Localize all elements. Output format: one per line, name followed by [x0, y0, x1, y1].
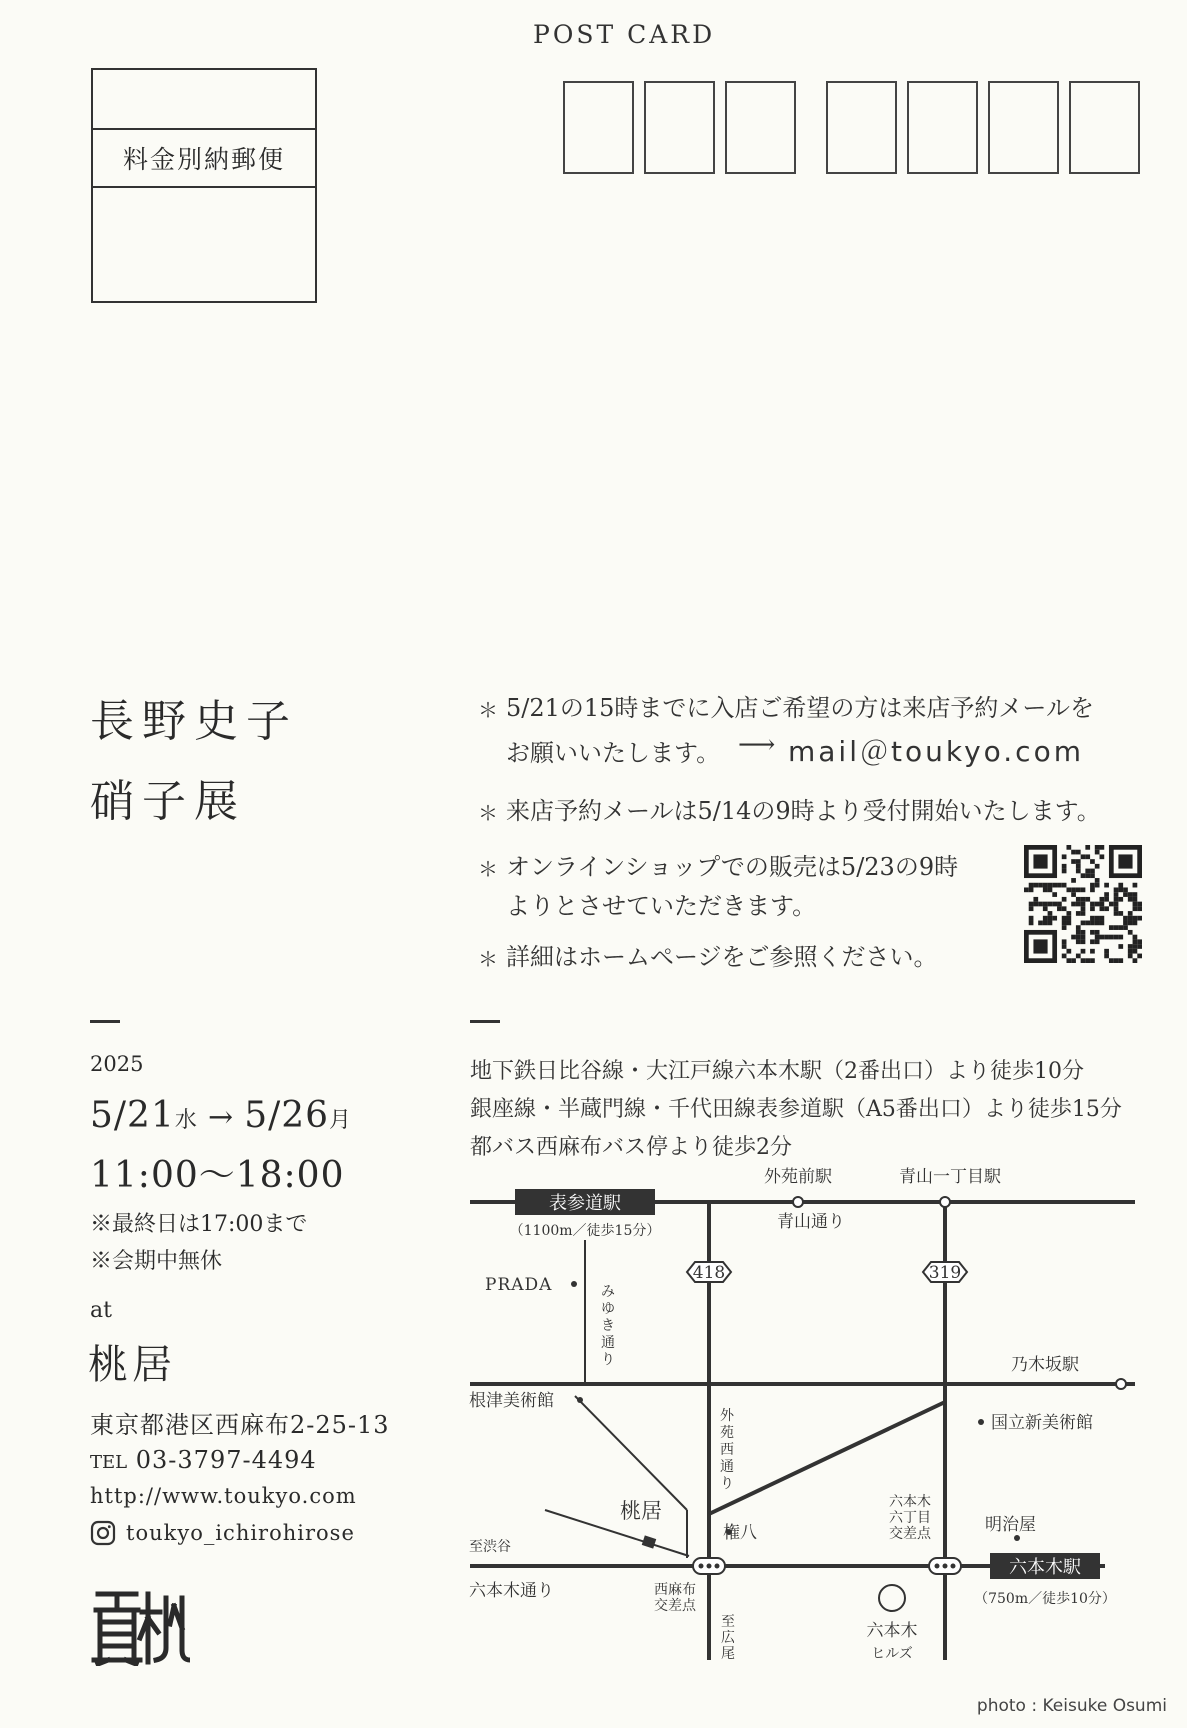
- venue-address: 東京都港区西麻布2-25-13: [90, 1411, 390, 1439]
- venue-tel: [90, 1446, 317, 1474]
- zip-box: [826, 81, 897, 174]
- qr-code[interactable]: [1024, 845, 1142, 963]
- arrow-icon: ⟶: [738, 730, 776, 760]
- nogizaka-marker: [1116, 1379, 1126, 1389]
- zip-box: [907, 81, 978, 174]
- zip-box: [563, 81, 634, 174]
- aoyama-itchome-label: 青山一丁目駅: [899, 1167, 1001, 1187]
- to-shibuya-label: 至渋谷: [469, 1539, 511, 1555]
- svg-text:り: り: [720, 1476, 734, 1492]
- zip-box: [988, 81, 1059, 174]
- end-date: 5/26: [244, 1095, 330, 1136]
- toukyo-shop-marker: [642, 1535, 657, 1548]
- event-year: 2025: [90, 1052, 144, 1076]
- access-map: [465, 1160, 1145, 1680]
- roppongi-hills-label: [867, 1621, 918, 1662]
- svg-text:ヒルズ: ヒルズ: [871, 1646, 913, 1662]
- meijiya-label: 明治屋: [985, 1515, 1036, 1535]
- gaienmae-label: 外苑前駅: [764, 1167, 832, 1187]
- instagram-handle: toukyo_ichirohirose: [126, 1521, 355, 1545]
- svg-text:交差点: 交差点: [889, 1526, 931, 1542]
- national-art-center-label: 国立新美術館: [991, 1413, 1093, 1433]
- svg-text:交差点: 交差点: [654, 1598, 696, 1614]
- exhibition-title: 硝子展: [90, 776, 246, 827]
- to-hiroo-label: [721, 1614, 735, 1662]
- route-418-shield: [687, 1262, 731, 1283]
- start-day: 水: [174, 1108, 197, 1133]
- nezu-street: [575, 1396, 687, 1510]
- route-319-shield: [923, 1262, 967, 1283]
- end-day: 月: [329, 1108, 352, 1133]
- svg-text:り: り: [601, 1352, 615, 1368]
- svg-text:至: 至: [721, 1614, 735, 1630]
- svg-text:広: 広: [721, 1630, 735, 1646]
- note-text: お願いいたします。: [506, 739, 721, 767]
- note-star: ＊: [478, 857, 498, 881]
- prada-dot: [571, 1281, 577, 1287]
- nishiazabu-signal: [693, 1558, 725, 1574]
- roppongi-dori-label: 六本木通り: [469, 1581, 554, 1601]
- svg-text:ゆ: ゆ: [601, 1301, 615, 1317]
- gonpachi-label: 権八: [723, 1523, 757, 1543]
- seal-logo: [90, 1588, 190, 1666]
- aoyama-itchome-marker: [940, 1197, 950, 1207]
- reservation-email[interactable]: mail＠toukyo.com: [788, 735, 1084, 768]
- tel-number: 03-3797-4494: [135, 1446, 317, 1474]
- svg-text:西麻布: 西麻布: [654, 1582, 696, 1598]
- note-text: 来店予約メールは5/14の9時より受付開始いたします。: [506, 797, 1101, 825]
- meijiya-dot: [1014, 1535, 1020, 1541]
- svg-text:外: 外: [720, 1408, 734, 1424]
- note-star: ＊: [478, 947, 498, 971]
- note-text: 詳細はホームページをご参照ください。: [506, 943, 938, 971]
- roppongi6-signal: [929, 1558, 961, 1574]
- photo-credit: photo : Keisuke Osumi: [976, 1696, 1167, 1716]
- postcard-title: POST CARD: [533, 20, 716, 49]
- gaien-nishi-dori-label: [720, 1408, 735, 1492]
- date-arrow: →: [207, 1100, 234, 1135]
- toukyo-shop-label: 桃居: [620, 1499, 662, 1523]
- nezu-dot: [577, 1397, 583, 1403]
- svg-text:苑: 苑: [720, 1425, 734, 1441]
- roppongi6-crossing-label: [889, 1493, 932, 1542]
- divider: [90, 1020, 120, 1023]
- svg-text:き: き: [601, 1318, 615, 1334]
- svg-text:418: 418: [692, 1263, 726, 1283]
- svg-text:319: 319: [928, 1263, 962, 1283]
- instagram-row[interactable]: [90, 1520, 355, 1546]
- artist-name: 長野史子: [90, 696, 298, 747]
- zip-box: [725, 81, 796, 174]
- note-text: オンラインショップでの販売は5/23の9時: [506, 853, 959, 881]
- instagram-icon: [90, 1520, 116, 1546]
- last-day-note: ※最終日は17:00まで: [90, 1212, 308, 1237]
- zip-box: [1069, 81, 1140, 174]
- postage-box: [91, 68, 317, 303]
- note-text: よりとさせていただきます。: [506, 892, 817, 920]
- zip-box: [644, 81, 715, 174]
- event-dates: [90, 1095, 351, 1136]
- svg-text:通: 通: [720, 1459, 734, 1475]
- toukyo-street: [545, 1510, 689, 1556]
- svg-text:尾: 尾: [721, 1646, 735, 1662]
- access-line: 地下鉄日比谷線・大江戸線六本木駅（2番出口）より徒歩10分: [470, 1059, 1084, 1084]
- roppongi-hills-marker: [879, 1585, 905, 1611]
- event-hours: 11:00〜18:00: [90, 1155, 345, 1196]
- prada-label: PRADA: [485, 1275, 553, 1295]
- svg-text:六本木: 六本木: [866, 1621, 918, 1641]
- venue-name: 桃居: [88, 1342, 176, 1388]
- svg-text:西: 西: [720, 1442, 734, 1458]
- nishiazabu-crossing-label: [654, 1582, 697, 1614]
- postage-label: 料金別納郵便: [122, 145, 285, 174]
- gaienmae-marker: [793, 1197, 803, 1207]
- venue-url[interactable]: http://www.toukyo.com: [90, 1484, 357, 1508]
- roppongi-distance-label: （750m／徒歩10分）: [974, 1591, 1116, 1607]
- roppongi-station-label: 六本木駅: [1009, 1557, 1081, 1578]
- access-line: 都バス西麻布バス停より徒歩2分: [470, 1135, 792, 1160]
- svg-text:通: 通: [601, 1335, 615, 1351]
- no-holiday-note: ※会期中無休: [90, 1249, 223, 1274]
- at-label: at: [90, 1298, 112, 1323]
- tel-label: TEL: [90, 1452, 128, 1473]
- access-line: 銀座線・半蔵門線・千代田線表参道駅（A5番出口）より徒歩15分: [470, 1097, 1122, 1122]
- omotesando-distance-label: （1100m／徒歩15分）: [509, 1223, 661, 1239]
- omotesando-station-label: 表参道駅: [549, 1193, 621, 1214]
- note-star: ＊: [478, 801, 498, 825]
- start-date: 5/21: [90, 1095, 175, 1136]
- miyuki-dori-label: [601, 1284, 615, 1368]
- note-text: 5/21の15時までに入店ご希望の方は来店予約メールを: [506, 694, 1094, 722]
- aoyama-dori-label: 青山通り: [777, 1212, 845, 1232]
- divider: [470, 1020, 500, 1023]
- nogizaka-label: 乃木坂駅: [1011, 1355, 1079, 1375]
- nezu-museum-label: 根津美術館: [469, 1391, 554, 1411]
- national-art-dot: [978, 1419, 984, 1425]
- svg-text:六本木: 六本木: [889, 1494, 931, 1510]
- svg-text:み: み: [601, 1284, 615, 1300]
- svg-text:六丁目: 六丁目: [889, 1510, 931, 1526]
- note-star: ＊: [478, 698, 498, 722]
